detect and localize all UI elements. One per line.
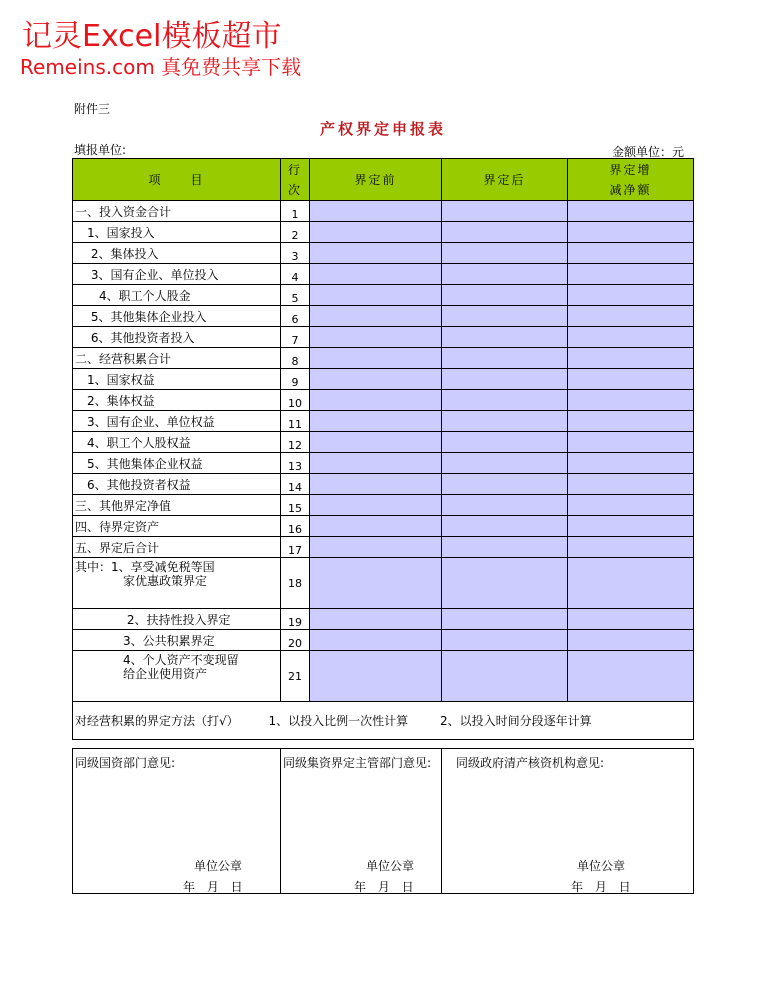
before-cell[interactable] [310, 306, 442, 327]
change-cell[interactable] [568, 537, 694, 558]
row-item: 一、投入资金合计 [73, 201, 281, 222]
row-item: 4、职工个人股权益 [73, 432, 281, 453]
after-cell[interactable] [442, 630, 568, 651]
after-cell[interactable] [442, 369, 568, 390]
table-row [73, 609, 694, 630]
table-row [73, 537, 694, 558]
change-cell[interactable] [568, 222, 694, 243]
row-item: 2、集体投入 [73, 243, 281, 264]
before-cell[interactable] [310, 390, 442, 411]
row-item: 四、待界定资产 [73, 516, 281, 537]
after-cell[interactable] [442, 495, 568, 516]
method-label: 对经营积累的界定方法（打√） [75, 714, 239, 728]
row-line-no: 20 [281, 630, 310, 651]
approval-table [72, 748, 694, 894]
change-cell[interactable] [568, 264, 694, 285]
after-cell[interactable] [442, 609, 568, 630]
before-cell[interactable] [310, 609, 442, 630]
before-cell[interactable] [310, 516, 442, 537]
change-cell[interactable] [568, 432, 694, 453]
change-cell[interactable] [568, 306, 694, 327]
before-cell[interactable] [310, 369, 442, 390]
row-item: 3、国有企业、单位投入 [73, 264, 281, 285]
approval-label: 同级政府清产核资机构意见: [444, 756, 605, 770]
before-cell[interactable] [310, 432, 442, 453]
date-label: 年 月 日 [183, 880, 243, 894]
before-cell[interactable] [310, 651, 442, 702]
method-cell [73, 702, 694, 740]
approval-box-government[interactable] [442, 749, 694, 894]
row-line-no: 21 [281, 651, 310, 702]
before-cell[interactable] [310, 327, 442, 348]
change-cell[interactable] [568, 609, 694, 630]
after-cell[interactable] [442, 453, 568, 474]
change-cell[interactable] [568, 630, 694, 651]
row-item: 5、其他集体企业权益 [73, 453, 281, 474]
after-cell[interactable] [442, 327, 568, 348]
after-cell[interactable] [442, 201, 568, 222]
table-row [73, 390, 694, 411]
table-row [73, 432, 694, 453]
table-row [73, 348, 694, 369]
row-line-no: 9 [281, 369, 310, 390]
attachment-label: 附件三 [74, 102, 111, 116]
change-cell[interactable] [568, 453, 694, 474]
change-cell[interactable] [568, 369, 694, 390]
table-row [73, 327, 694, 348]
table-row [73, 630, 694, 651]
row-line-no: 15 [281, 495, 310, 516]
change-cell[interactable] [568, 558, 694, 609]
page-title: 产权界定申报表 [319, 120, 446, 138]
row-item: 2、集体权益 [73, 390, 281, 411]
date-label: 年 月 日 [354, 880, 414, 894]
change-cell[interactable] [568, 327, 694, 348]
before-cell[interactable] [310, 630, 442, 651]
after-cell[interactable] [442, 285, 568, 306]
approval-box-state-assets[interactable] [73, 749, 281, 894]
after-cell[interactable] [442, 390, 568, 411]
table-row [73, 243, 694, 264]
before-cell[interactable] [310, 495, 442, 516]
seal-label: 单位公章 [577, 859, 626, 873]
table-row [73, 411, 694, 432]
after-cell[interactable] [442, 558, 568, 609]
header-item: 项 目 [73, 159, 281, 201]
row-line-no: 17 [281, 537, 310, 558]
row-item: 4、职工个人股金 [73, 285, 281, 306]
after-cell[interactable] [442, 474, 568, 495]
after-cell[interactable] [442, 516, 568, 537]
change-cell[interactable] [568, 201, 694, 222]
table-row [73, 474, 694, 495]
date-label: 年 月 日 [571, 880, 631, 894]
row-item: 3、国有企业、单位权益 [73, 411, 281, 432]
before-cell[interactable] [310, 558, 442, 609]
row-item: 5、其他集体企业投入 [73, 306, 281, 327]
table-row [73, 222, 694, 243]
change-cell[interactable] [568, 474, 694, 495]
table-row [73, 558, 694, 609]
row-line-no: 11 [281, 411, 310, 432]
row-item: 6、其他投资者权益 [73, 474, 281, 495]
declaration-table [72, 158, 694, 740]
header-before: 界定前 [310, 159, 442, 201]
header-after: 界定后 [442, 159, 568, 201]
before-cell[interactable] [310, 222, 442, 243]
header-change: 界定增 减净额 [568, 159, 694, 201]
seal-label: 单位公章 [194, 859, 243, 873]
before-cell[interactable] [310, 201, 442, 222]
table-row [73, 453, 694, 474]
table-header-row [73, 159, 694, 201]
row-line-no: 19 [281, 609, 310, 630]
table-row [73, 516, 694, 537]
watermark-subtitle: Remeins.com 真免费共享下载 [20, 55, 302, 79]
table-row [73, 201, 694, 222]
before-cell[interactable] [310, 537, 442, 558]
row-item: 二、经营积累合计 [73, 348, 281, 369]
before-cell[interactable] [310, 285, 442, 306]
approval-row [73, 749, 694, 894]
change-cell[interactable] [568, 651, 694, 702]
after-cell[interactable] [442, 651, 568, 702]
before-cell[interactable] [310, 411, 442, 432]
seal-label: 单位公章 [366, 859, 415, 873]
row-line-no: 16 [281, 516, 310, 537]
table-row [73, 285, 694, 306]
approval-box-collective[interactable] [281, 749, 442, 894]
after-cell[interactable] [442, 432, 568, 453]
row-line-no: 18 [281, 558, 310, 609]
row-line-no: 6 [281, 306, 310, 327]
change-cell[interactable] [568, 243, 694, 264]
before-cell[interactable] [310, 453, 442, 474]
header-line-no: 行 次 [281, 159, 310, 201]
row-line-no: 12 [281, 432, 310, 453]
row-line-no: 10 [281, 390, 310, 411]
row-item: 4、个人资产不变现留 给企业使用资产 [73, 651, 281, 702]
row-line-no: 2 [281, 222, 310, 243]
approval-label: 同级集资界定主管部门意见: [283, 756, 432, 770]
change-cell[interactable] [568, 495, 694, 516]
filling-unit-label: 填报单位: [74, 143, 127, 157]
method-row [73, 702, 694, 740]
change-cell[interactable] [568, 516, 694, 537]
method-option-periodic[interactable]: 2、以投入时间分段逐年计算 [439, 714, 592, 728]
change-cell[interactable] [568, 348, 694, 369]
row-item: 6、其他投资者投入 [73, 327, 281, 348]
row-line-no: 5 [281, 285, 310, 306]
table-row [73, 264, 694, 285]
after-cell[interactable] [442, 348, 568, 369]
row-line-no: 7 [281, 327, 310, 348]
after-cell[interactable] [442, 537, 568, 558]
before-cell[interactable] [310, 348, 442, 369]
approval-label: 同级国资部门意见: [75, 756, 176, 770]
row-line-no: 14 [281, 474, 310, 495]
row-item: 2、扶持性投入界定 [73, 609, 281, 630]
table-row [73, 651, 694, 702]
watermark-title: 记灵Excel模板超市 [22, 19, 282, 54]
before-cell[interactable] [310, 474, 442, 495]
row-line-no: 4 [281, 264, 310, 285]
after-cell[interactable] [442, 306, 568, 327]
change-cell[interactable] [568, 411, 694, 432]
row-line-no: 3 [281, 243, 310, 264]
method-option-proportional[interactable]: 1、以投入比例一次性计算 [268, 714, 409, 728]
after-cell[interactable] [442, 411, 568, 432]
row-item: 其中：1、享受减免税等国 家优惠政策界定 [73, 558, 281, 609]
row-item: 1、国家权益 [73, 369, 281, 390]
change-cell[interactable] [568, 390, 694, 411]
amount-unit-label: 金额单位：元 [612, 145, 685, 159]
table-row [73, 306, 694, 327]
row-item: 五、界定后合计 [73, 537, 281, 558]
table-row [73, 369, 694, 390]
row-line-no: 8 [281, 348, 310, 369]
table-row [73, 495, 694, 516]
row-item: 3、公共积累界定 [73, 630, 281, 651]
row-item: 三、其他界定净值 [73, 495, 281, 516]
row-line-no: 1 [281, 201, 310, 222]
before-cell[interactable] [310, 264, 442, 285]
after-cell[interactable] [442, 243, 568, 264]
after-cell[interactable] [442, 264, 568, 285]
row-item: 1、国家投入 [73, 222, 281, 243]
after-cell[interactable] [442, 222, 568, 243]
before-cell[interactable] [310, 243, 442, 264]
row-line-no: 13 [281, 453, 310, 474]
change-cell[interactable] [568, 285, 694, 306]
